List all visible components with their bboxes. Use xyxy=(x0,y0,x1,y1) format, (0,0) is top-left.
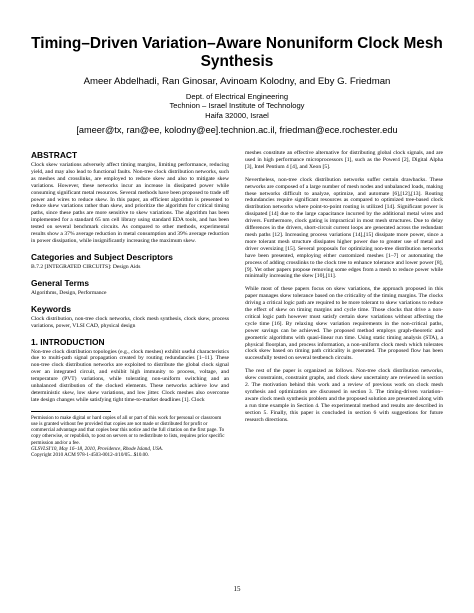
affiliation-line: Haifa 32000, Israel xyxy=(205,110,269,120)
author-emails: [ameer@tx, ran@ee, kolodny@ee].technion.ac.il, friedman@ece.rochester.edu xyxy=(76,125,398,135)
venue-line: GLSVLSI'10, May 16–18, 2010, Providence, Rhode Island, USA. xyxy=(31,445,164,452)
author-list: Ameer Abdelhadi, Ran Ginosar, Avinoam Kolodny, and Eby G. Friedman xyxy=(83,76,391,87)
body-paragraph: While most of these papers focus on skew variations, the approach proposed in this paper manages skew tolerance based on the criticality of the timing margins. The clocks driving a critical logic path are required to be more tolerant to skew variations to reduce the effect of skew on timing margins and cycle time. Those clocks that drive a non-critical logic path however must satisfy certain skew variations without affecting the cycle time [16]. By relaxing skew variation requirements in the non-critical paths, power savings can be achieved. The proposed method employs graph-theoretic and geometric algorithms with quasi-linear run time. Using static timing analysis (STA), a physical floorplan, and process information, a non-uniform clock mesh which tolerates clock skew based on timing path criticality is generated. The proposed flow has been successfully tested on several testbench circuits. xyxy=(245,286,443,362)
categories-section xyxy=(31,252,229,271)
general-terms-section xyxy=(31,278,229,297)
keywords-heading: Keywords xyxy=(31,303,72,314)
affiliation-line: Technion – Israel Institute of Technology xyxy=(169,101,305,111)
body-paragraph: meshes constitute an effective alternative for distributing global clock signals, and are used in high performance microprocessors [1], such as the Power4 [2], Digital Alpha [3], Intel Pentium 4 [4], and Xeon [5]. xyxy=(245,150,443,170)
affiliation xyxy=(30,92,444,120)
abstract-section xyxy=(31,150,229,245)
introduction-section xyxy=(31,337,229,404)
copyright-line: Copyright 2010 ACM 978-1-4503-0012-4/10/05...$10.00. xyxy=(31,451,150,458)
categories-heading: Categories and Subject Descriptors xyxy=(31,251,173,262)
left-column xyxy=(31,150,229,458)
general-terms-heading: General Terms xyxy=(31,277,90,288)
right-column xyxy=(245,150,443,430)
general-terms-text: Algorithms, Design, Performance xyxy=(31,289,107,296)
keywords-text: Clock distribution, non-tree clock networks, clock mesh synthesis, clock skew, process variations, power, VLSI CAD, physical design xyxy=(31,315,229,329)
introduction-text: Non-tree clock distribution topologies (e.g., clock meshes) exhibit useful characteristics due to multi-path signal propagation created by routing redundancies [1–11]. These non-tree clock distribution networks are exploited to distribute the global clock signal over an integrated circuit, and exhibit high immunity to process, voltage, and temperature (PVT) variations, while tolerating non-uniform switching and an unbalanced distribution of the clocked elements. These networks achieve low and deterministic skew, low skew variations, and low jitter. Clock meshes also overcome late design changes while satisfying tight time-to-market deadlines [1]. Clock xyxy=(31,348,229,403)
permission-notice: Permission to make digital or hard copies of all or part of this work for personal or classroom use is granted without fee provided that copies are not made or distributed for profit or commercial advantage and that copies bear this notice and the full citation on the first page. To copy otherwise, or republish, to post on servers or to redistribute to lists, requires prior specific permission and/or a fee. xyxy=(31,414,225,446)
keywords-section xyxy=(31,304,229,330)
copyright-footnote xyxy=(31,415,229,458)
introduction-heading: 1. INTRODUCTION xyxy=(31,336,105,347)
abstract-heading: ABSTRACT xyxy=(31,150,78,160)
paper-title: Timing–Driven Variation–Aware Nonuniform Clock Mesh Synthesis xyxy=(31,35,443,70)
footnote-divider xyxy=(31,411,111,412)
categories-text: B.7.2 [INTEGRATED CIRCUITS]: Design Aids xyxy=(31,263,141,270)
body-paragraph: Nevertheless, non-tree clock distribution networks suffer certain drawbacks. These networks are composed of a large number of mesh nodes and unbalanced loads, making these networks difficult to analyze, optimize, and automate [6],[12],[13]. Routing redundancies require significant resources as compared to optimized tree-based clock distribution networks where point-to-point routing is utilized [14]. Significant power is dissipated [14] due to the large capacitance incurred by the additional metal wires and drivers. Furthermore, clock gating is impractical in most mesh structures. Due to delay differences in the drivers, short-circuit current loops are generated across the redundant mesh paths [12]. Increasing process variations [14],[15] dissipate more power, since a more tolerant mesh structure dissipates higher power due to greater use of metal and driver oversizing [15]. Several proposals for optimizing non-tree distribution networks have been presented, employing either customized meshes [1–7] or automating the process of adding crosslinks to the clock tree to enhance tolerance and lower power [8],[9]. Yet other papers propose removing some edges from a mesh to reduce power while minimally increasing the skew [10],[11]. xyxy=(245,176,443,280)
affiliation-line: Dept. of Electrical Engineering xyxy=(185,92,289,101)
body-paragraph: The rest of the paper is organized as follows. Non-tree clock distribution networks, skew constraints, constraint graphs, and clock skew uncertainty are reviewed in section 2. The motivation behind this work and a review of previous work on clock mesh synthesis and optimization are discussed in section 3. The timing-driven variation–aware clock mesh synthesis problem and the proposed solution are presented along with a run time example in Section 4. The experimental method and results are described in section 5. Finally, this paper is concluded in section 6 with suggestions for future research directions. xyxy=(245,368,443,423)
page-number: 15 xyxy=(233,585,241,593)
abstract-text: Clock skew variations adversely affect timing margins, limiting performance, reducing yield, and may also lead to functional faults. Non-tree clock distribution networks, such as meshes and crosslinks, are employed to reduce skew and also to mitigate skew variations. However, these networks incur an increase in dissipated power while consuming significant metal resources. Several methods have been proposed to trade off power and wires to reduce skew. In this paper, an efficient algorithm is presented to reduce skew variations rather than skew, and prioritize the algorithm for critical timing paths, since these paths are more sensitive to skew variations. The algorithm has been implemented for a standard 65 nm cell library using standard EDA tools, and has been tested on several benchmark circuits. As compared to other methods, experimental results show a 37% average reduction in metal consumption and 39% average reduction in power dissipation, while insignificantly increasing the maximum skew. xyxy=(31,162,229,244)
